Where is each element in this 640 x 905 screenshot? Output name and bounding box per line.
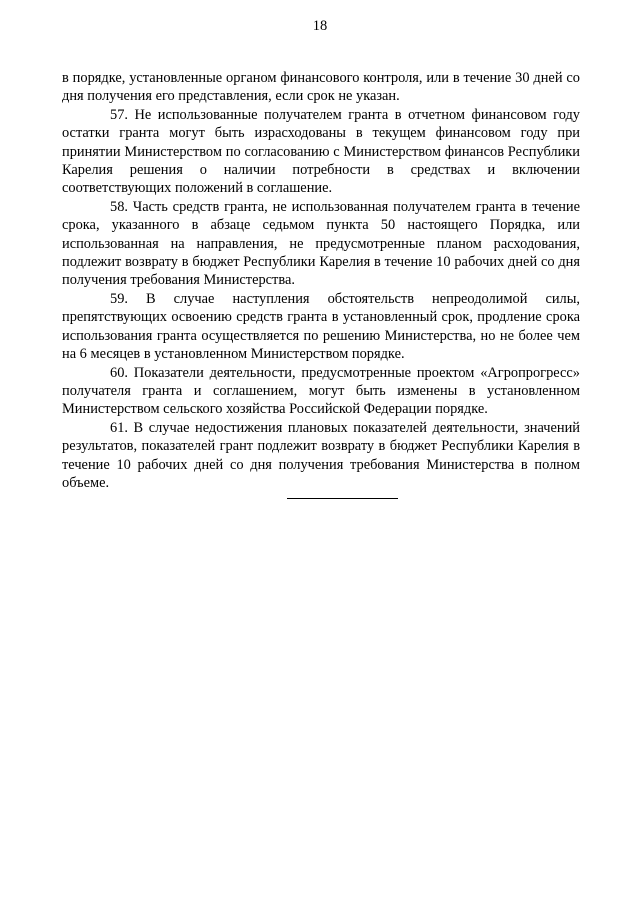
paragraph-continuation: в порядке, установленные органом финансового контроля, или в течение 30 дней со дня получения его представления, если срок не указан. [62, 70, 580, 105]
document-body [62, 69, 580, 492]
paragraph-58: 58. Часть средств гранта, не использованная получателем гранта в течение срока, указанного в абзаце седьмом пункта 50 настоящего Порядка, или использованная на направления, не предусмотренные планом расходования, подлежит возврату в бюджет Республики Карелия в течение 10 рабочих дней со дня получения требования Министерства. [62, 198, 580, 289]
page-number: 18 [312, 18, 328, 34]
paragraph-60: 60. Показатели деятельности, предусмотренные проектом «Агропрогресс» получателя гранта и соглашением, могут быть изменены в установленном Министерством сельского хозяйства Российской Федерации порядке. [62, 364, 580, 418]
paragraph-59: 59. В случае наступления обстоятельств непреодолимой силы, препятствующих освоению средств гранта в установленный срок, продление срока использования гранта осуществляется по решению Министерства, но не более чем на 6 месяцев в установленном Министерством порядке. [62, 290, 580, 363]
paragraph-57: 57. Не использованные получателем гранта в отчетном финансовом году остатки гранта могут быть израсходованы в текущем финансовом году при принятии Министерством по согласованию с Министерством финансов Республики Карелия решения о наличии потребности в средствах и включении соответствующих положений в соглашение. [62, 106, 580, 197]
paragraph-61: 61. В случае недостижения плановых показателей деятельности, значений результатов, показателей грант подлежит возврату в бюджет Республики Карелия в течение 10 рабочих дней со дня получения требования Министерства в полном объеме. [62, 419, 580, 491]
end-divider-line [287, 498, 398, 499]
